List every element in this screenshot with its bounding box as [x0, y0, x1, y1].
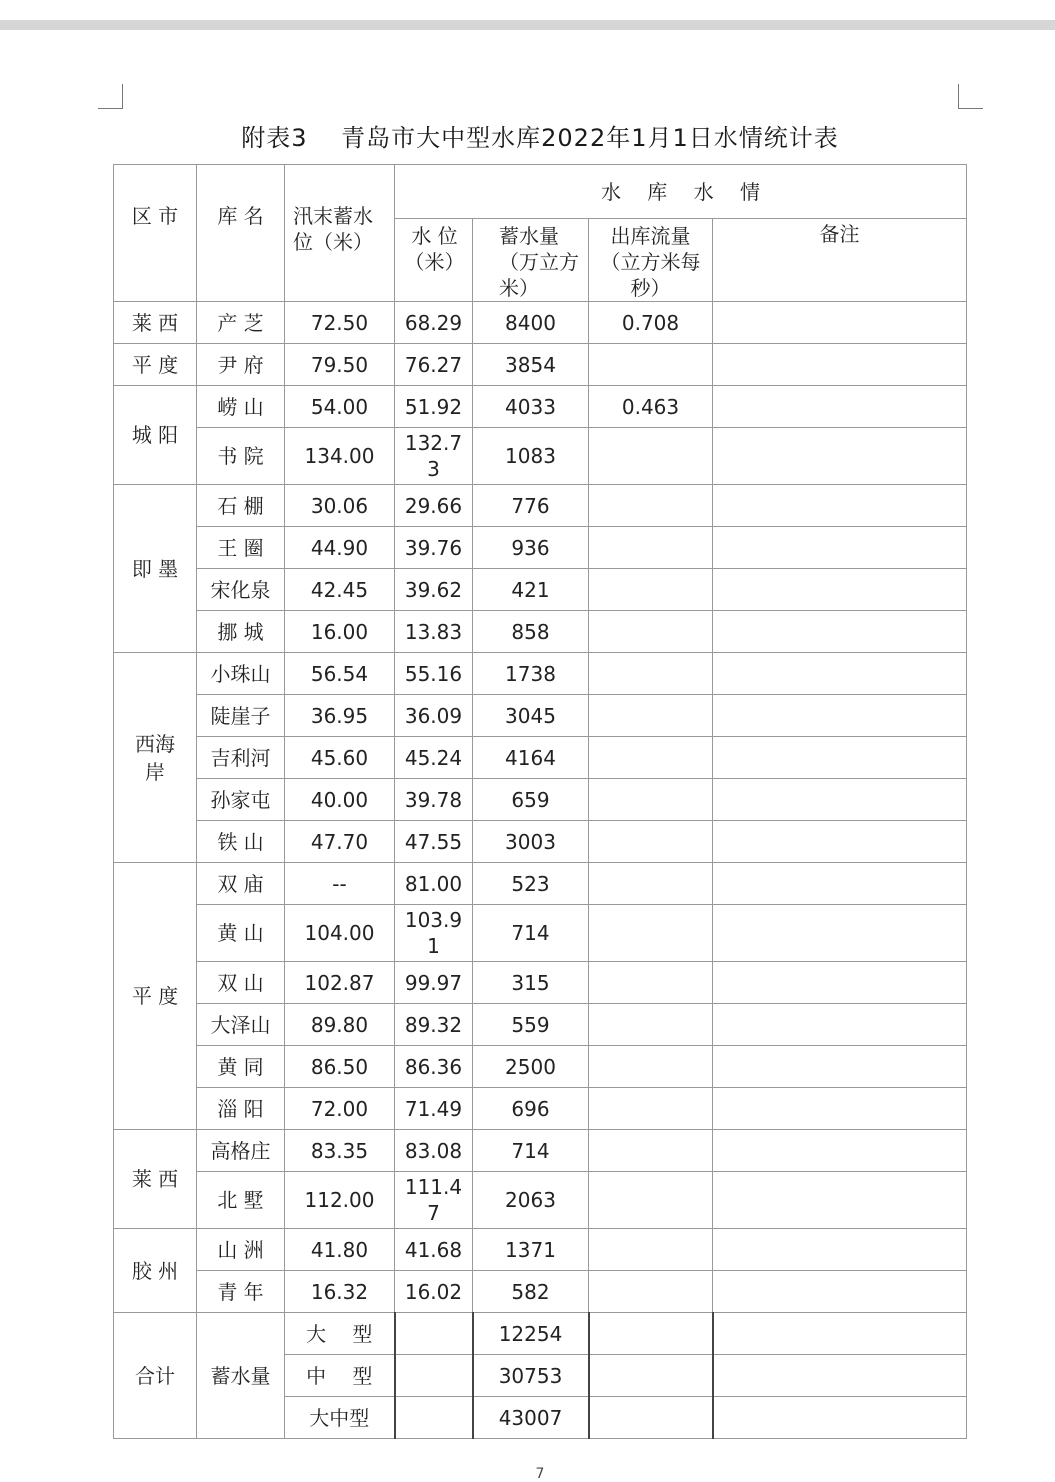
storage-value: 559 [473, 1004, 589, 1046]
table-body [114, 165, 967, 1439]
reservoir-name: 黄 同 [197, 1046, 285, 1088]
remarks-value [713, 653, 967, 695]
storage-value: 2063 [473, 1172, 589, 1229]
water-level-value: 83.08 [395, 1130, 473, 1172]
total-outflow [589, 1313, 713, 1355]
outflow-value [589, 344, 713, 386]
outflow-value: 0.708 [589, 302, 713, 344]
flood-level-value: 16.00 [285, 611, 395, 653]
reservoir-name: 高格庄 [197, 1130, 285, 1172]
table-row [114, 386, 967, 428]
remarks-value [713, 863, 967, 905]
water-level-value: 76.27 [395, 344, 473, 386]
reservoir-name: 淄 阳 [197, 1088, 285, 1130]
reservoir-name: 陡崖子 [197, 695, 285, 737]
storage-value: 4033 [473, 386, 589, 428]
table-row [114, 485, 967, 527]
table-row [114, 695, 967, 737]
outflow-value: 0.463 [589, 386, 713, 428]
reservoir-name: 崂 山 [197, 386, 285, 428]
storage-value: 523 [473, 863, 589, 905]
reservoir-name: 小珠山 [197, 653, 285, 695]
outflow-value [589, 821, 713, 863]
remarks-value [713, 695, 967, 737]
total-remarks [713, 1355, 967, 1397]
flood-level-value: 104.00 [285, 905, 395, 962]
total-water-level [395, 1355, 473, 1397]
reservoir-name: 双 庙 [197, 863, 285, 905]
total-outflow [589, 1355, 713, 1397]
storage-value: 4164 [473, 737, 589, 779]
flood-level-value: -- [285, 863, 395, 905]
total-row [114, 1313, 967, 1355]
storage-value: 776 [473, 485, 589, 527]
storage-value: 1083 [473, 428, 589, 485]
reservoir-name: 吉利河 [197, 737, 285, 779]
storage-value: 714 [473, 905, 589, 962]
flood-level-value: 56.54 [285, 653, 395, 695]
table-row [114, 863, 967, 905]
table-row [114, 1046, 967, 1088]
page-corner-mark-right [958, 84, 983, 109]
outflow-value [589, 1130, 713, 1172]
water-level-value: 39.76 [395, 527, 473, 569]
total-sublabel: 蓄水量 [197, 1313, 285, 1439]
flood-level-value: 79.50 [285, 344, 395, 386]
outflow-value [589, 1271, 713, 1313]
water-level-value: 68.29 [395, 302, 473, 344]
remarks-value [713, 485, 967, 527]
water-level-value: 41.68 [395, 1229, 473, 1271]
outflow-value [589, 1088, 713, 1130]
table-row [114, 821, 967, 863]
outflow-value [589, 1004, 713, 1046]
district-cell: 胶 州 [114, 1229, 197, 1313]
flood-level-value: 72.00 [285, 1088, 395, 1130]
total-type: 大 型 [285, 1313, 395, 1355]
remarks-value [713, 428, 967, 485]
district-cell: 即 墨 [114, 485, 197, 653]
reservoir-name: 北 墅 [197, 1172, 285, 1229]
flood-level-value: 47.70 [285, 821, 395, 863]
water-level-value: 103.91 [395, 905, 473, 962]
table-row [114, 1088, 967, 1130]
district-cell: 平 度 [114, 344, 197, 386]
total-water-level [395, 1397, 473, 1439]
table-row [114, 1229, 967, 1271]
total-storage: 30753 [473, 1355, 589, 1397]
storage-value: 3854 [473, 344, 589, 386]
outflow-value [589, 1172, 713, 1229]
water-level-value: 29.66 [395, 485, 473, 527]
flood-level-value: 36.95 [285, 695, 395, 737]
header-group: 水 库 水 情 [395, 165, 967, 219]
reservoir-table [113, 164, 967, 1439]
header-outflow: 出库流量（立方米每秒） [589, 219, 713, 302]
page-title: 附表3 青岛市大中型水库2022年1月1日水情统计表 [241, 124, 839, 152]
reservoir-name: 书 院 [197, 428, 285, 485]
flood-level-value: 16.32 [285, 1271, 395, 1313]
table-row [114, 428, 967, 485]
header-row [114, 165, 967, 219]
outflow-value [589, 1229, 713, 1271]
remarks-value [713, 905, 967, 962]
water-level-value: 86.36 [395, 1046, 473, 1088]
outflow-value [589, 611, 713, 653]
district-cell: 莱 西 [114, 1130, 197, 1229]
district-cell: 平 度 [114, 863, 197, 1130]
storage-value: 659 [473, 779, 589, 821]
storage-value: 8400 [473, 302, 589, 344]
district-cell: 城 阳 [114, 386, 197, 485]
storage-value: 714 [473, 1130, 589, 1172]
table-row [114, 611, 967, 653]
remarks-value [713, 1004, 967, 1046]
storage-value: 421 [473, 569, 589, 611]
remarks-value [713, 737, 967, 779]
table-row [114, 302, 967, 344]
storage-value: 1371 [473, 1229, 589, 1271]
water-level-value: 111.47 [395, 1172, 473, 1229]
reservoir-name: 黄 山 [197, 905, 285, 962]
flood-level-value: 54.00 [285, 386, 395, 428]
flood-level-value: 102.87 [285, 962, 395, 1004]
table-row [114, 653, 967, 695]
table-row [114, 344, 967, 386]
viewer-top-bar [0, 20, 1055, 30]
remarks-value [713, 569, 967, 611]
reservoir-name: 双 山 [197, 962, 285, 1004]
water-level-value: 16.02 [395, 1271, 473, 1313]
remarks-value [713, 821, 967, 863]
water-level-value: 81.00 [395, 863, 473, 905]
flood-level-value: 89.80 [285, 1004, 395, 1046]
reservoir-name: 石 棚 [197, 485, 285, 527]
header-water-level: 水 位（米） [395, 219, 473, 302]
total-outflow [589, 1397, 713, 1439]
table-row [114, 779, 967, 821]
reservoir-name: 王 圈 [197, 527, 285, 569]
storage-value: 582 [473, 1271, 589, 1313]
flood-level-value: 44.90 [285, 527, 395, 569]
outflow-value [589, 905, 713, 962]
flood-level-value: 40.00 [285, 779, 395, 821]
header-reservoir: 库 名 [197, 165, 285, 302]
reservoir-name: 产 芝 [197, 302, 285, 344]
storage-value: 858 [473, 611, 589, 653]
reservoir-name: 孙家屯 [197, 779, 285, 821]
table-row [114, 737, 967, 779]
remarks-value [713, 1046, 967, 1088]
total-water-level [395, 1313, 473, 1355]
total-type: 中 型 [285, 1355, 395, 1397]
district-cell: 西海岸 [114, 653, 197, 863]
total-storage: 12254 [473, 1313, 589, 1355]
outflow-value [589, 527, 713, 569]
header-storage: 蓄水量（万立方米） [473, 219, 589, 302]
water-level-value: 51.92 [395, 386, 473, 428]
outflow-value [589, 962, 713, 1004]
flood-level-value: 42.45 [285, 569, 395, 611]
table-row [114, 962, 967, 1004]
water-level-value: 39.78 [395, 779, 473, 821]
water-level-value: 99.97 [395, 962, 473, 1004]
total-remarks [713, 1313, 967, 1355]
storage-value: 2500 [473, 1046, 589, 1088]
water-level-value: 132.73 [395, 428, 473, 485]
water-level-value: 47.55 [395, 821, 473, 863]
remarks-value [713, 1130, 967, 1172]
header-remarks: 备注 [713, 219, 967, 302]
flood-level-value: 41.80 [285, 1229, 395, 1271]
reservoir-name: 尹 府 [197, 344, 285, 386]
storage-value: 936 [473, 527, 589, 569]
total-label: 合计 [114, 1313, 197, 1439]
header-flood-level: 汛末蓄水位（米） [285, 165, 395, 302]
remarks-value [713, 611, 967, 653]
page-number: 7 [535, 1466, 545, 1482]
header-district: 区 市 [114, 165, 197, 302]
total-remarks [713, 1397, 967, 1439]
storage-value: 3045 [473, 695, 589, 737]
remarks-value [713, 386, 967, 428]
flood-level-value: 72.50 [285, 302, 395, 344]
reservoir-name: 宋化泉 [197, 569, 285, 611]
outflow-value [589, 863, 713, 905]
outflow-value [589, 653, 713, 695]
outflow-value [589, 779, 713, 821]
water-level-value: 55.16 [395, 653, 473, 695]
remarks-value [713, 1229, 967, 1271]
water-level-value: 71.49 [395, 1088, 473, 1130]
table-row [114, 527, 967, 569]
reservoir-name: 铁 山 [197, 821, 285, 863]
flood-level-value: 30.06 [285, 485, 395, 527]
water-level-value: 13.83 [395, 611, 473, 653]
reservoir-name: 山 洲 [197, 1229, 285, 1271]
remarks-value [713, 779, 967, 821]
total-type: 大中型 [285, 1397, 395, 1439]
outflow-value [589, 485, 713, 527]
remarks-value [713, 1088, 967, 1130]
water-level-value: 89.32 [395, 1004, 473, 1046]
storage-value: 696 [473, 1088, 589, 1130]
water-level-value: 39.62 [395, 569, 473, 611]
remarks-value [713, 1271, 967, 1313]
remarks-value [713, 962, 967, 1004]
table-row [114, 1271, 967, 1313]
remarks-value [713, 344, 967, 386]
flood-level-value: 83.35 [285, 1130, 395, 1172]
total-storage: 43007 [473, 1397, 589, 1439]
flood-level-value: 45.60 [285, 737, 395, 779]
outflow-value [589, 695, 713, 737]
district-cell: 莱 西 [114, 302, 197, 344]
outflow-value [589, 1046, 713, 1088]
outflow-value [589, 428, 713, 485]
table-row [114, 569, 967, 611]
remarks-value [713, 302, 967, 344]
reservoir-name: 青 年 [197, 1271, 285, 1313]
table-row [114, 905, 967, 962]
reservoir-name: 大泽山 [197, 1004, 285, 1046]
flood-level-value: 86.50 [285, 1046, 395, 1088]
remarks-value [713, 527, 967, 569]
water-level-value: 36.09 [395, 695, 473, 737]
storage-value: 3003 [473, 821, 589, 863]
storage-value: 315 [473, 962, 589, 1004]
table-row [114, 1130, 967, 1172]
water-level-value: 45.24 [395, 737, 473, 779]
table-row [114, 1172, 967, 1229]
flood-level-value: 134.00 [285, 428, 395, 485]
page-corner-mark-left [98, 84, 123, 109]
outflow-value [589, 737, 713, 779]
storage-value: 1738 [473, 653, 589, 695]
reservoir-name: 挪 城 [197, 611, 285, 653]
flood-level-value: 112.00 [285, 1172, 395, 1229]
outflow-value [589, 569, 713, 611]
remarks-value [713, 1172, 967, 1229]
table-row [114, 1004, 967, 1046]
